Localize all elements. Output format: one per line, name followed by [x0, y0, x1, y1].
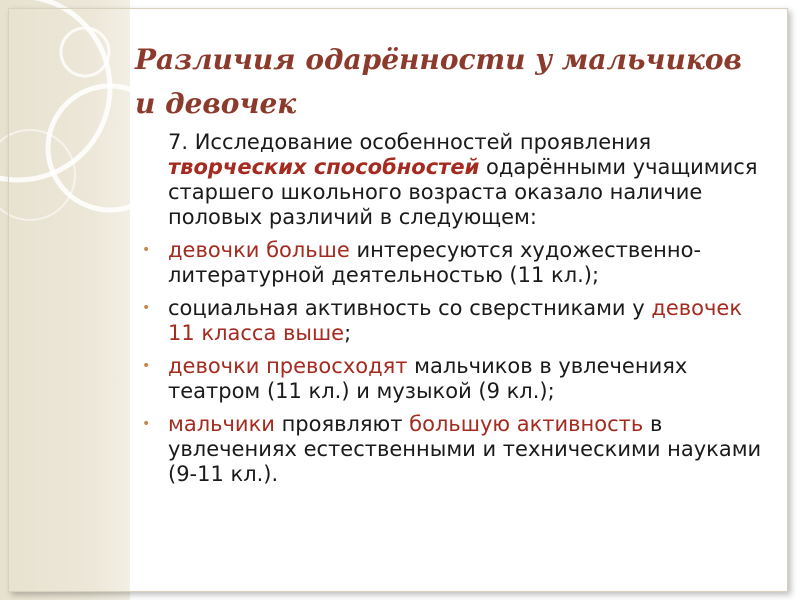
bullet-highlight: большую активность: [409, 412, 644, 436]
list-item: [140, 354, 770, 404]
bullet-dot-icon: •: [142, 300, 151, 316]
bullet-text: в увлечениях естественными и техническими науками (9-11 кл.).: [168, 412, 762, 486]
intro-suffix: одарёнными учащимися старшего школьного возраста оказало наличие половых различий в следующем:: [168, 155, 758, 229]
findings-list: [140, 238, 770, 487]
bullet-dot-icon: •: [142, 358, 151, 374]
bullet-text: социальная активность со сверстниками у: [168, 296, 652, 320]
slide-title: Различия одарённости у мальчиков и девочек: [135, 43, 742, 120]
bullet-highlight: девочки превосходят: [168, 354, 408, 378]
bullet-highlight: девочки больше: [168, 238, 350, 262]
bullet-highlight: девочек 11 класса выше: [168, 296, 743, 345]
slide-content: [140, 130, 770, 495]
list-item: [140, 412, 770, 487]
intro-paragraph: [168, 130, 770, 230]
bullet-highlight: мальчики: [168, 412, 275, 436]
intro-prefix: 7. Исследование особенностей проявления: [168, 130, 652, 154]
bullet-text: мальчиков в увлечениях театром (11 кл.) и музыкой (9 кл.);: [168, 354, 688, 403]
bullet-dot-icon: •: [142, 416, 151, 432]
intro-highlight: творческих способностей: [168, 155, 480, 179]
bullet-dot-icon: •: [142, 242, 151, 258]
bullet-text: проявляют: [274, 412, 410, 436]
bullet-text: ;: [344, 321, 352, 345]
list-item: [140, 238, 770, 288]
bullet-text: интересуются художественно-литературной деятельностью (11 кл.);: [168, 238, 702, 287]
list-item: [140, 296, 770, 346]
